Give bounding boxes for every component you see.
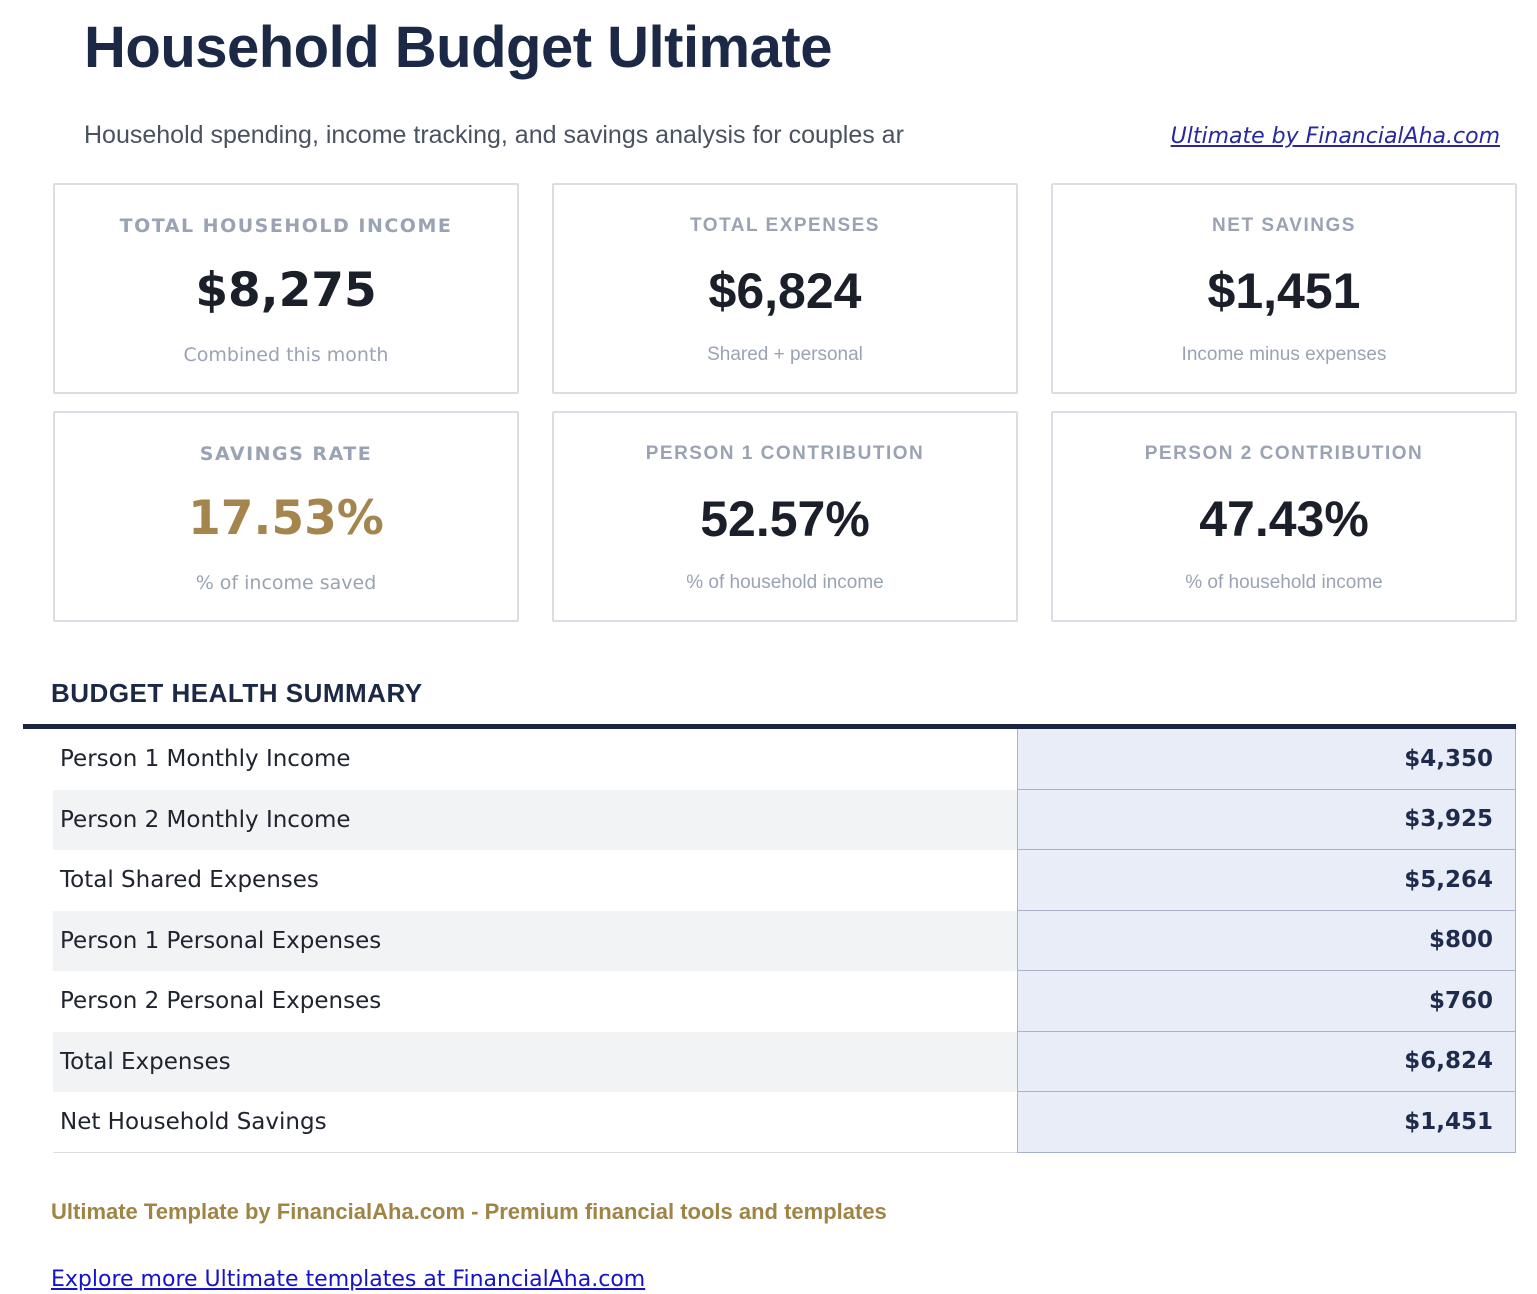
- brand-link-top[interactable]: Ultimate by FinancialAha.com: [1170, 124, 1500, 149]
- card-note: % of household income: [1185, 572, 1383, 593]
- page-subtitle: Household spending, income tracking, and savings analysis for couples ar: [84, 121, 904, 149]
- card-note: Income minus expenses: [1181, 344, 1387, 365]
- table-row: [53, 850, 1516, 911]
- row-label: Total Expenses: [53, 1032, 1017, 1093]
- table-row: [53, 1032, 1516, 1093]
- card-label: TOTAL EXPENSES: [690, 215, 880, 236]
- row-label: Total Shared Expenses: [53, 850, 1017, 911]
- card-note: Shared + personal: [707, 344, 863, 365]
- card-person2-contribution: [1051, 411, 1517, 622]
- header-subrow: [84, 121, 1500, 150]
- card-label: NET SAVINGS: [1212, 215, 1356, 236]
- row-value: $3,925: [1017, 790, 1516, 851]
- card-value: $8,275: [195, 263, 377, 318]
- card-note: % of household income: [686, 572, 884, 593]
- card-label: TOTAL HOUSEHOLD INCOME: [119, 215, 453, 237]
- explore-templates-link[interactable]: Explore more Ultimate templates at FinancialAha.com: [51, 1266, 646, 1292]
- budget-summary-table: [53, 729, 1516, 1153]
- row-value: $760: [1017, 971, 1516, 1032]
- card-total-household-income: [53, 183, 519, 394]
- row-label: Person 2 Personal Expenses: [53, 971, 1017, 1032]
- footer-tagline: Ultimate Template by FinancialAha.com - Premium financial tools and templates: [51, 1198, 887, 1224]
- card-value: $6,824: [708, 262, 862, 319]
- table-row: [53, 971, 1516, 1032]
- card-label: PERSON 1 CONTRIBUTION: [645, 443, 925, 464]
- table-row: [53, 729, 1516, 790]
- card-note: Combined this month: [183, 344, 389, 366]
- card-total-expenses: [552, 183, 1018, 394]
- row-label: Net Household Savings: [53, 1092, 1017, 1153]
- card-value: $1,451: [1207, 262, 1361, 319]
- row-label: Person 1 Monthly Income: [53, 729, 1017, 790]
- card-value: 47.43%: [1199, 490, 1369, 547]
- table-row: [53, 911, 1516, 972]
- card-net-savings: [1051, 183, 1517, 394]
- stat-cards-grid: [53, 183, 1517, 622]
- row-label: Person 1 Personal Expenses: [53, 911, 1017, 972]
- page-title: Household Budget Ultimate: [84, 15, 832, 80]
- row-value: $4,350: [1017, 729, 1516, 790]
- row-value: $1,451: [1017, 1092, 1516, 1153]
- card-label: PERSON 2 CONTRIBUTION: [1144, 443, 1424, 464]
- card-person1-contribution: [552, 411, 1018, 622]
- row-value: $800: [1017, 911, 1516, 972]
- summary-heading: BUDGET HEALTH SUMMARY: [51, 678, 423, 708]
- card-label: SAVINGS RATE: [199, 443, 373, 465]
- row-label: Person 2 Monthly Income: [53, 790, 1017, 851]
- card-savings-rate: [53, 411, 519, 622]
- row-value: $6,824: [1017, 1032, 1516, 1093]
- card-note: % of income saved: [195, 572, 377, 594]
- table-row: [53, 790, 1516, 851]
- table-row: [53, 1092, 1516, 1153]
- card-value: 52.57%: [700, 490, 870, 547]
- card-value: 17.53%: [188, 491, 384, 546]
- row-value: $5,264: [1017, 850, 1516, 911]
